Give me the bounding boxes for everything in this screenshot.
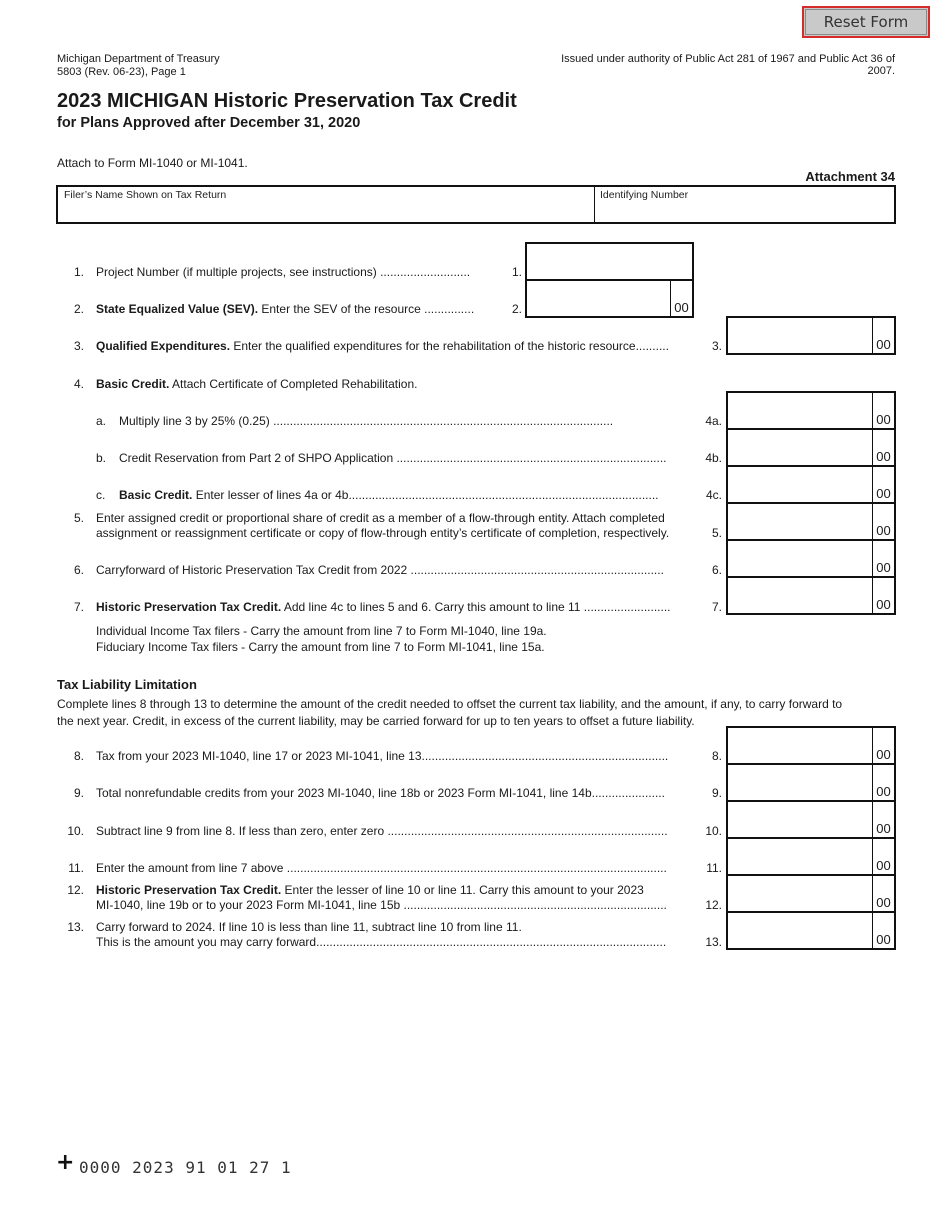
attachment-number: Attachment 34 — [805, 169, 895, 184]
cents-label: 00 — [872, 393, 894, 428]
line-4b-ref: 4b. — [705, 451, 722, 465]
line-12-label-2: MI-1040, line 19b or to your 2023 Form MI-1041, line 15b ............................................................................... — [96, 898, 667, 912]
line-5-number: 5. — [73, 511, 84, 525]
line-13-label-2: This is the amount you may carry forward......................................................................................................... — [96, 935, 667, 949]
line-10-ref: 10. — [705, 824, 722, 838]
cents-label: 00 — [872, 318, 894, 353]
cents-label: 00 — [872, 728, 894, 763]
form-revision: 5803 (Rev. 06-23), Page 1 — [57, 66, 186, 78]
authority-note: Issued under authority of Public Act 281 of 1967 and Public Act 36 of 2007. — [561, 53, 895, 77]
line-4b-field[interactable] — [726, 428, 896, 467]
line-12-label-1: Historic Preservation Tax Credit. Enter the lesser of line 10 or line 11. Carry this amount to your 2023 — [96, 883, 644, 897]
line-13-ref: 13. — [705, 935, 722, 949]
line-3-qualified-expenditures-field[interactable] — [726, 316, 896, 355]
line-12-field[interactable] — [726, 874, 896, 913]
section-intro-1: Complete lines 8 through 13 to determine the amount of the credit needed to offset the current tax liability, and the amount, if any, to carry forward to — [57, 697, 843, 711]
line-4a-letter: a. — [96, 414, 107, 428]
line-4c-field[interactable] — [726, 465, 896, 504]
line-4c-label: Basic Credit. Enter lesser of lines 4a or 4b............................................................................................. — [119, 488, 659, 502]
line-2-sev-field[interactable] — [525, 279, 694, 318]
cents-label: 00 — [872, 765, 894, 800]
line-11-number: 11. — [68, 861, 84, 875]
line-5-field[interactable] — [726, 502, 896, 541]
attach-instruction: Attach to Form MI-1040 or MI-1041. — [57, 156, 248, 170]
line-4b-letter: b. — [96, 451, 107, 465]
line-5-label-2: assignment or reassignment certificate or copy of flow-through entity’s certificate of completion, respectively. — [96, 526, 670, 540]
cents-label: 00 — [670, 281, 692, 316]
line-7-label: Historic Preservation Tax Credit. Add line 4c to lines 5 and 6. Carry this amount to line 11 .......................... — [96, 600, 671, 614]
cents-label: 00 — [872, 802, 894, 837]
line-7-ref: 7. — [711, 600, 722, 614]
department-name: Michigan Department of Treasury — [57, 53, 220, 65]
line-9-label: Total nonrefundable credits from your 2023 MI-1040, line 18b or 2023 Form MI-1041, line 14b...................... — [96, 786, 665, 800]
line-2-number: 2. — [73, 302, 84, 316]
line-7-note-fiduciary: Fiduciary Income Tax filers - Carry the amount from line 7 to Form MI-1041, line 15a. — [96, 640, 545, 654]
line-13-label-1: Carry forward to 2024. If line 10 is less than line 11, subtract line 10 from line 11. — [96, 920, 522, 934]
line-4b-label: Credit Reservation from Part 2 of SHPO Application ................................................................................. — [119, 451, 667, 465]
cents-label: 00 — [872, 467, 894, 502]
line-4-number: 4. — [73, 377, 84, 391]
cents-label: 00 — [872, 876, 894, 911]
cents-label: 00 — [872, 578, 894, 613]
page-subtitle: for Plans Approved after December 31, 2020 — [57, 115, 361, 131]
cents-label: 00 — [872, 430, 894, 465]
line-11-ref: 11. — [706, 861, 722, 875]
cents-label: 00 — [872, 541, 894, 576]
line-12-ref: 12. — [705, 898, 722, 912]
filer-name-input[interactable] — [64, 204, 588, 222]
reset-form-button[interactable]: Reset Form — [802, 6, 930, 38]
line-6-ref: 6. — [711, 563, 722, 577]
section-intro-2: the next year. Credit, in excess of the current liability, may be carried forward for up to ten years to offset a future liability. — [57, 714, 695, 728]
identifying-number-label: Identifying Number — [600, 189, 689, 201]
line-5-label-1: Enter assigned credit or proportional share of credit as a member of a flow-through entity. Attach completed — [96, 511, 665, 525]
line-3-ref: 3. — [711, 339, 722, 353]
cents-label: 00 — [872, 839, 894, 874]
line-8-label: Tax from your 2023 MI-1040, line 17 or 2023 MI-1041, line 13.......................................................................... — [96, 749, 669, 763]
line-12-number: 12. — [67, 883, 84, 897]
filer-name-label: Filer’s Name Shown on Tax Return — [64, 189, 227, 201]
line-4c-ref: 4c. — [705, 488, 722, 502]
line-8-field[interactable] — [726, 726, 896, 765]
cents-label: 00 — [872, 913, 894, 948]
line-11-field[interactable] — [726, 837, 896, 876]
line-5-ref: 5. — [711, 526, 722, 540]
line-4a-field[interactable] — [726, 391, 896, 430]
line-2-label: State Equalized Value (SEV). Enter the SEV of the resource ............... — [96, 302, 475, 316]
line-1-number: 1. — [73, 265, 84, 279]
line-7-number: 7. — [73, 600, 84, 614]
line-9-field[interactable] — [726, 763, 896, 802]
cents-label: 00 — [872, 504, 894, 539]
filer-info-box — [56, 185, 896, 224]
line-9-ref: 9. — [711, 786, 722, 800]
line-13-field[interactable] — [726, 911, 896, 950]
line-11-label: Enter the amount from line 7 above .................................................................................................................. — [96, 861, 667, 875]
line-6-label: Carryforward of Historic Preservation Tax Credit from 2022 ............................................................................ — [96, 563, 664, 577]
line-7-field[interactable] — [726, 576, 896, 615]
line-2-ref: 2. — [511, 302, 522, 316]
line-10-label: Subtract line 9 from line 8. If less than zero, enter zero .................................................................................... — [96, 824, 668, 838]
line-8-number: 8. — [73, 749, 84, 763]
page-title: 2023 MICHIGAN Historic Preservation Tax Credit — [57, 90, 517, 112]
line-10-number: 10. — [67, 824, 84, 838]
line-13-number: 13. — [67, 920, 84, 934]
line-9-number: 9. — [73, 786, 84, 800]
line-1-project-number-field[interactable] — [525, 242, 694, 281]
form-barcode-number: 0000 2023 91 01 27 1 — [79, 1158, 292, 1177]
line-8-ref: 8. — [711, 749, 722, 763]
identifying-number-input[interactable] — [600, 204, 894, 222]
line-1-ref: 1. — [511, 265, 522, 279]
line-3-number: 3. — [73, 339, 84, 353]
line-10-field[interactable] — [726, 800, 896, 839]
line-4-label: Basic Credit. Attach Certificate of Completed Rehabilitation. — [96, 377, 418, 391]
plus-registration-icon: + — [56, 1150, 75, 1175]
line-4a-label: Multiply line 3 by 25% (0.25) ...................................................................................................... — [119, 414, 614, 428]
section-heading: Tax Liability Limitation — [57, 677, 197, 692]
line-1-label: Project Number (if multiple projects, see instructions) ........................... — [96, 265, 471, 279]
line-4c-letter: c. — [96, 488, 106, 502]
line-4a-ref: 4a. — [705, 414, 722, 428]
line-6-number: 6. — [73, 563, 84, 577]
line-3-label: Qualified Expenditures. Enter the qualified expenditures for the rehabilitation of the historic resource.......... — [96, 339, 669, 353]
line-6-field[interactable] — [726, 539, 896, 578]
line-7-note-individual: Individual Income Tax filers - Carry the amount from line 7 to Form MI-1040, line 19a. — [96, 624, 547, 638]
